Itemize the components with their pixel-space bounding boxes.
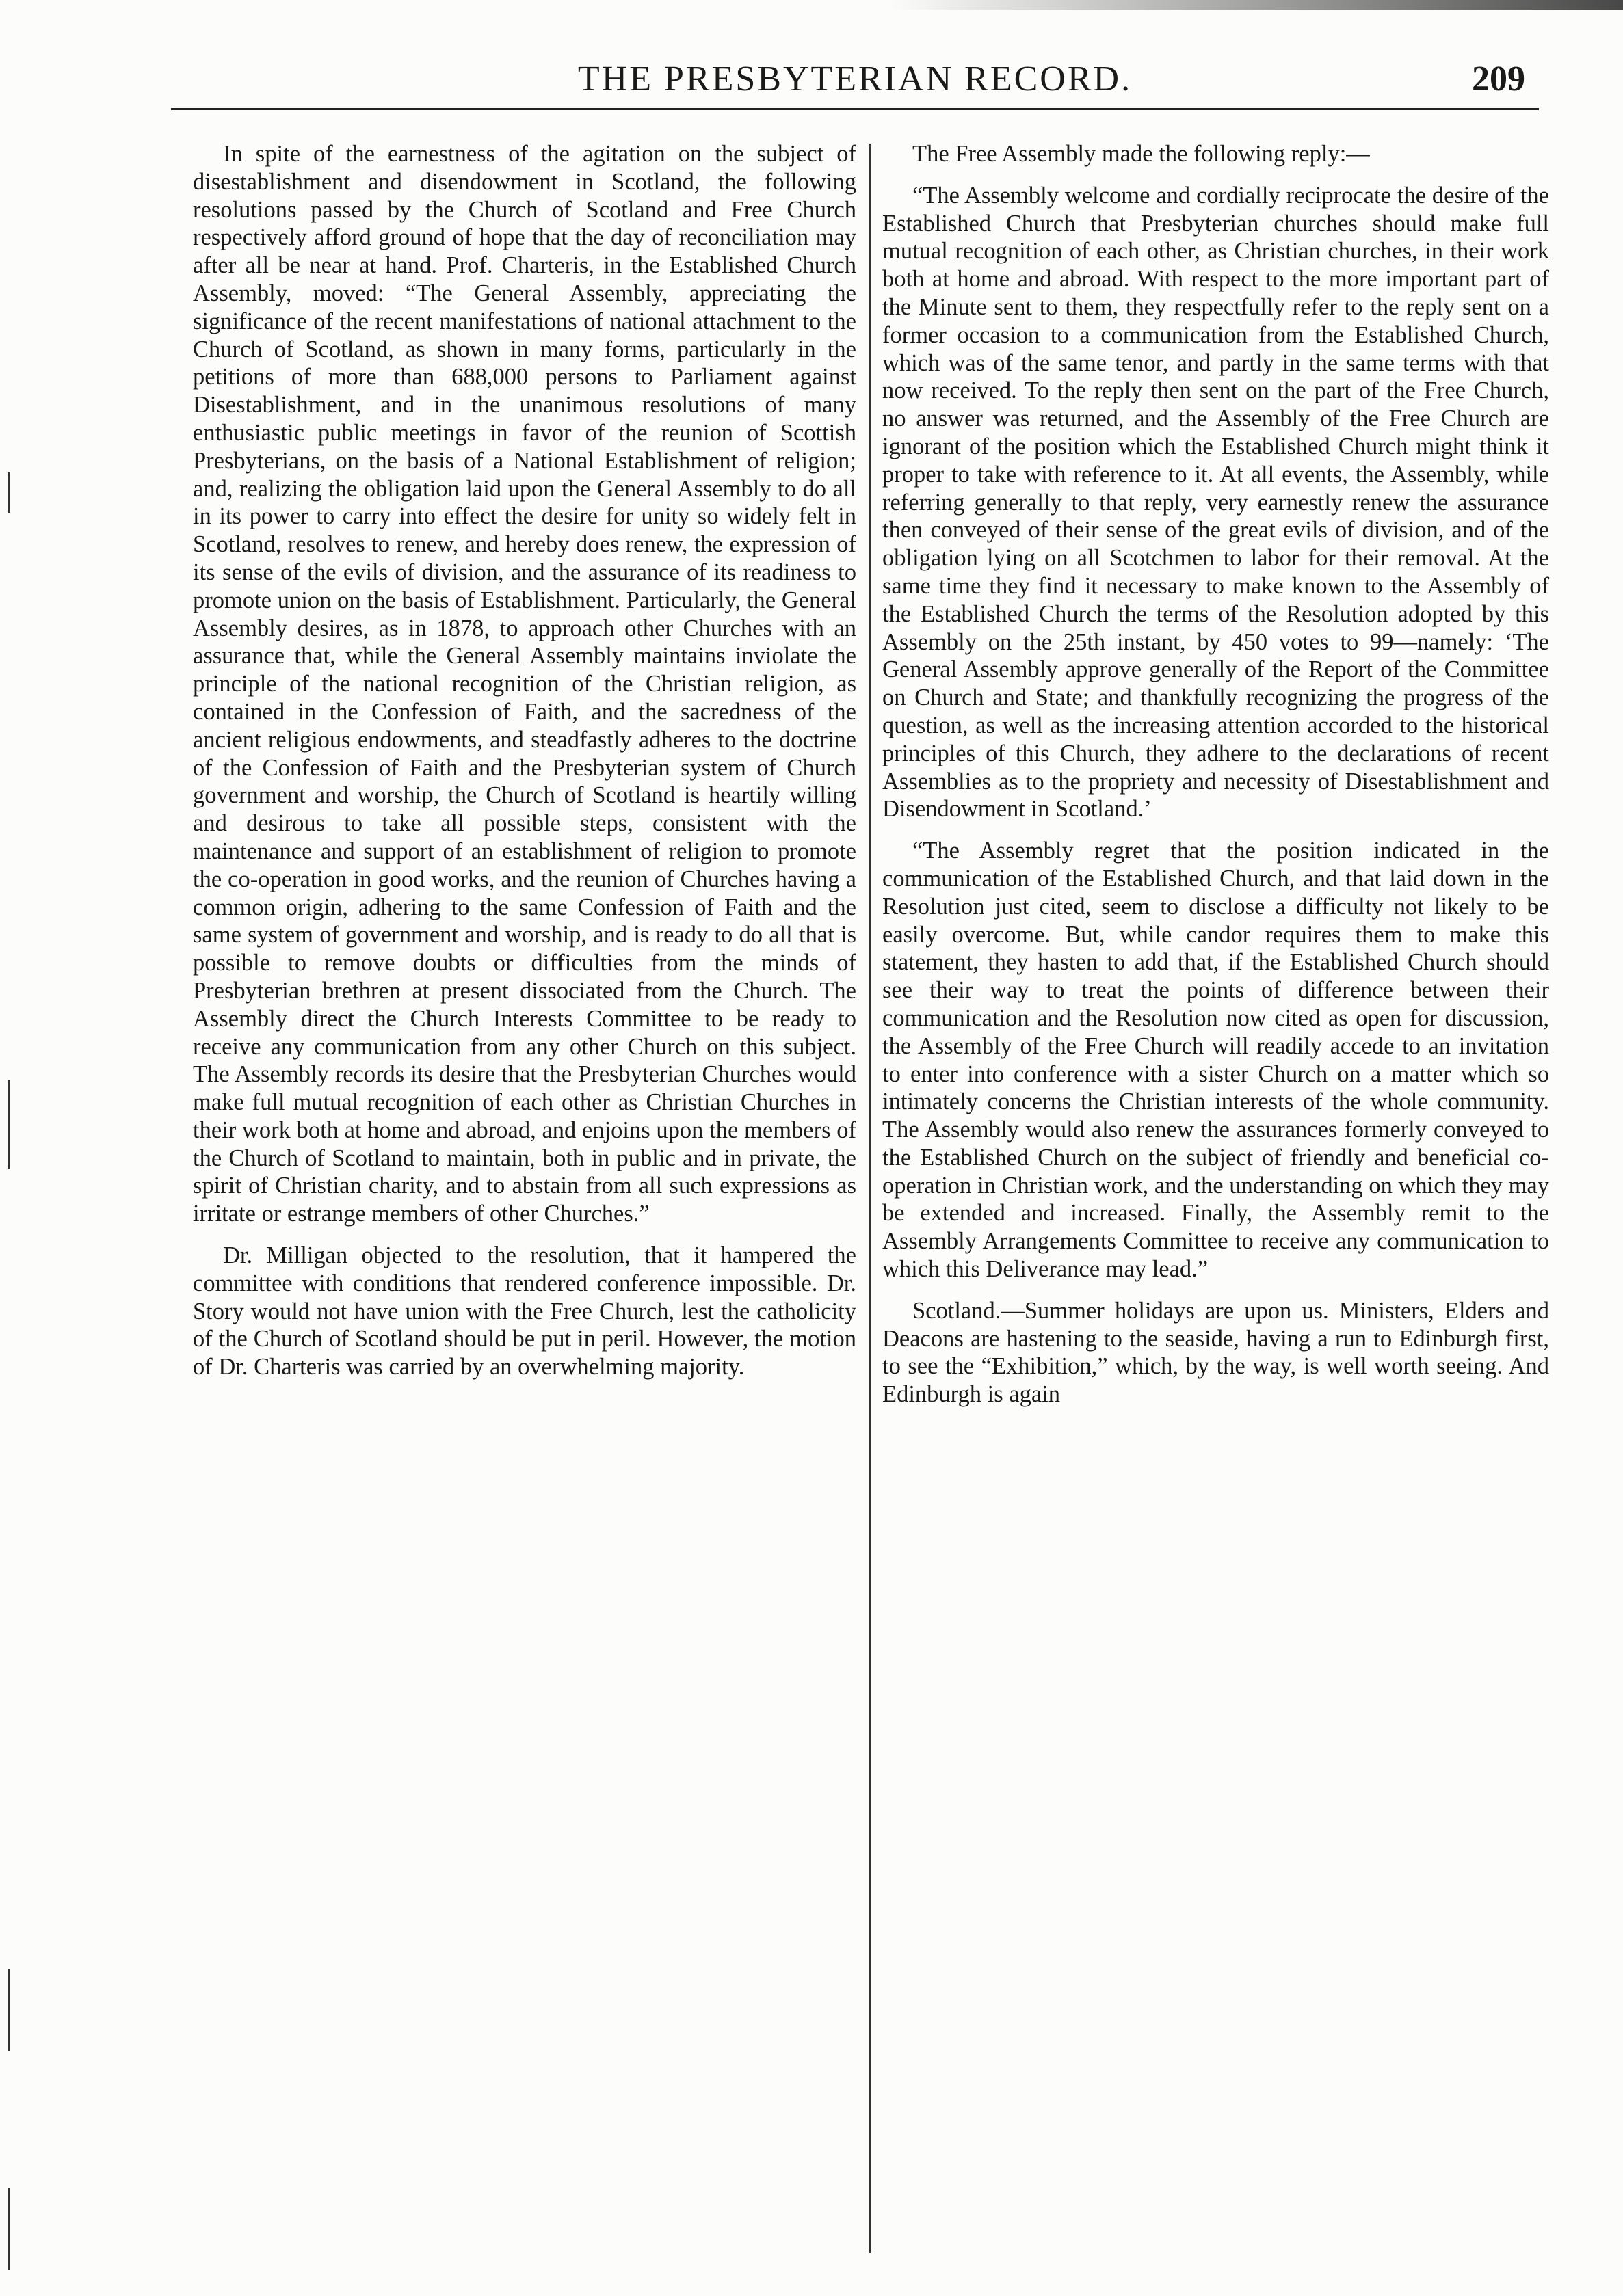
article-paragraph: “The Assembly welcome and cordially reciprocate the desire of the Established Church that Presbyterian churches should make full mutual recognition of each other, as Christian churches, in their work both at home and abroad. With respect to the more important part of the Minute sent to them, they respectfully refer to the reply sent on a former occasion to a communication from the Established Church, which was of the same tenor, and partly in the same terms with that now received. To the reply then sent on the part of the Free Church, no answer was returned, and the Assembly of the Free Church are ignorant of the position which the Established Church might think it proper to take with reference to it. At all events, the Assembly, while referring generally to that reply, very earnestly renew the assurance then conveyed of their sense of the great evils of division, and of the obligation lying on all Scotchmen to labor for their removal. At the same time they find it necessary to make known to the Assembly of the Established Church the terms of the Resolution adopted by this Assembly on the 25th instant, by 450 votes to 99—namely: ‘The General Assembly approve generally of the Report of the Committee on Church and State; and thankfully recognizing the progress of the question, as well as the increasing attention accorded to the historical principles of this Church, they adhere to the declarations of recent Assemblies as to the propriety and necessity of Disestablishment and Disendowment in Scotland.’: [882, 182, 1549, 823]
scan-margin-mark: [8, 1080, 10, 1169]
publication-title: THE PRESBYTERIAN RECORD.: [577, 59, 1133, 98]
page-number: 209: [1472, 59, 1525, 98]
article-paragraph: Dr. Milligan objected to the resolution, that it hampered the committee with conditions that rendered conference impossible. Dr. Story would not have union with the Free Church, lest the catholicity of the Church of Scotland should be put in peril. However, the motion of Dr. Charteris was carried by an overwhelming majority.: [193, 1242, 856, 1380]
left-column: [193, 140, 856, 1381]
article-paragraph: “The Assembly regret that the position indicated in the communication of the Established Church, and that laid down in the Resolution just cited, seem to disclose a difficulty not likely to be easily overcome. But, while candor requires them to make this statement, they hasten to add that, if the Established Church should see their way to treat the points of difference between their communication and the Resolution now cited as open for discussion, the Assembly of the Free Church will readily accede to an invitation to enter into conference with a sister Church on a matter which so intimately concerns the Christian interests of the whole community. The Assembly would also renew the assurances formerly conveyed to the Established Church on the subject of friendly and beneficial co-operation in Christian work, and the understanding on which they may be extended and increased. Finally, the Assembly remit to the Assembly Arrangements Committee to receive any communication to which this Deliverance may lead.”: [882, 838, 1549, 1283]
scan-margin-mark: [8, 2188, 10, 2270]
running-header: [171, 53, 1539, 108]
scan-margin-mark: [8, 472, 10, 513]
article-paragraph: In spite of the earnestness of the agitation on the subject of disestablishment and disendowment in Scotland, the following resolutions passed by the Church of Scotland and Free Church respectively afford ground of hope that the day of reconciliation may after all be near at hand. Prof. Charteris, in the Established Church Assembly, moved: “The General Assembly, appreciating the significance of the recent manifestations of national attachment to the Church of Scotland, as shown in many forms, particularly in the petitions of more than 688,000 persons to Parliament against Disestablishment, and in the unanimous resolutions of many enthusiastic public meetings in favor of the reunion of Scottish Presbyterians, on the basis of a National Establishment of religion; and, realizing the obligation laid upon the General Assembly to do all in its power to carry into effect the desire for unity so widely felt in Scotland, resolves to renew, and hereby does renew, the expression of its sense of the evils of division, and the assurance of its readiness to promote union on the basis of Establishment. Particularly, the General Assembly desires, as in 1878, to approach other Churches with an assurance that, while the General Assembly maintains inviolate the principle of the national recognition of the Christian religion, as contained in the Confession of Faith, and the sacredness of the ancient religious endowments, and steadfastly adheres to the doctrine of the Confession of Faith and the Presbyterian system of Church government and worship, the Church of Scotland is heartily willing and desirous to take all possible steps, consistent with the maintenance and support of an establishment of religion to promote the co-operation in good works, and the reunion of Churches having a common origin, adhering to the same Confession of Faith and the same system of government and worship, and is ready to do all that is possible to remove doubts or difficulties from the minds of Presbyterian brethren at present dissociated from the Church. The Assembly direct the Church Interests Committee to be ready to receive any communication from any other Church on this subject. The Assembly records its desire that the Presbyterian Churches would make full mutual recognition of each other as Christian Churches in their work both at home and abroad, and enjoins upon the members of the Church of Scotland to maintain, both in public and in private, the spirit of Christian charity, and to abstain from all such expressions as irritate or estrange members of other Churches.”: [193, 141, 856, 1227]
article-paragraph: The Free Assembly made the following reply:—: [912, 141, 1370, 167]
column-divider: [869, 144, 871, 2253]
scan-margin-mark: [8, 1969, 10, 2051]
page-top-edge-shadow: [889, 0, 1623, 10]
right-column: [882, 140, 1549, 1409]
article-paragraph: Scotland.—Summer holidays are upon us. Ministers, Elders and Deacons are hastening to the seaside, having a run to Edinburgh first, to see the “Exhibition,” which, by the way, is well worth seeing. And Edinburgh is again: [882, 1297, 1549, 1408]
header-rule: [171, 108, 1539, 110]
